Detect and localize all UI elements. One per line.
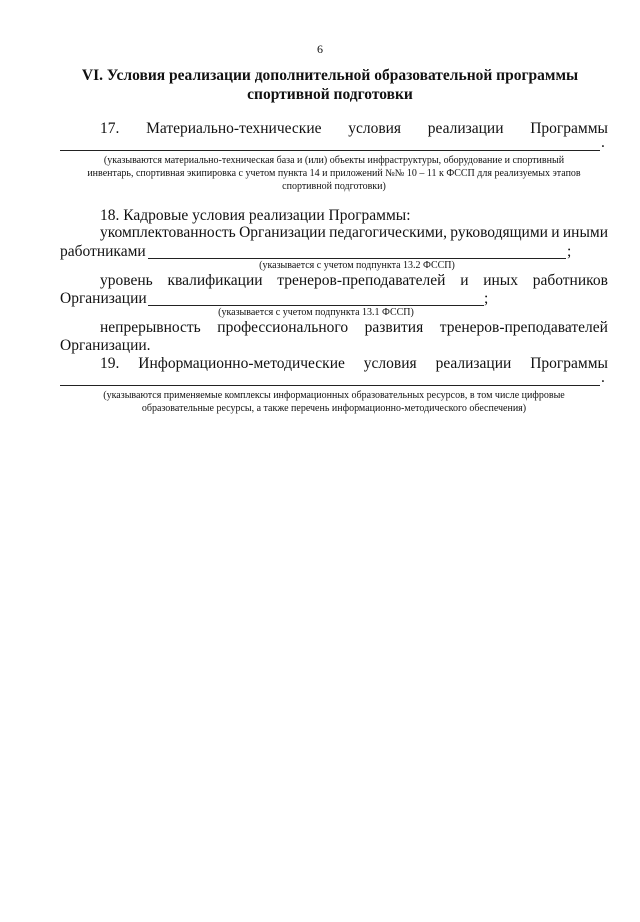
item17-word: реализации — [427, 120, 504, 137]
item18-qual-word: работников — [532, 272, 608, 289]
item17-word: Программы — [530, 120, 608, 137]
item19-note-line: образовательные ресурсы, а также перечень информационно-методического обеспечения) — [141, 403, 527, 414]
item17-word: Материально-технические — [146, 120, 322, 137]
item18-cont-word: непрерывность — [100, 319, 201, 336]
item18-heading: 18. Кадровые условия реализации Программы: — [100, 207, 411, 224]
section-title-line2: спортивной подготовки — [247, 86, 413, 103]
item18-qual-word: тренеров-преподавателей — [277, 272, 446, 289]
item17-fill-line — [60, 150, 600, 151]
item18-staffing-cont: работниками — [60, 243, 146, 260]
item18-qual-word: иных — [483, 272, 518, 289]
item19-word: Программы — [530, 355, 608, 372]
section-title — [40, 66, 620, 104]
item18-staffing-note: (указывается с учетом подпункта 13.2 ФССП) — [259, 260, 455, 271]
item18-staffing-word: Организации — [239, 224, 326, 241]
item18-qual-word: и — [460, 272, 469, 289]
item18-staffing-fill-line — [148, 258, 566, 259]
item17-note — [60, 154, 608, 193]
item18-qual-cont: Организации — [60, 290, 147, 307]
item19-heading — [60, 355, 608, 373]
item18-qual-note: (указывается с учетом подпункта 13.1 ФССП) — [218, 307, 414, 318]
item18-staffing-word: педагогическими, — [329, 224, 447, 241]
item17-heading — [60, 120, 608, 138]
item18-cont-end: Организации. — [60, 337, 151, 354]
item17-note-line: инвентарь, спортивная экипировка с учетом пункта 14 и приложений №№ 10 – 11 к ФССП для реализуемых этапов — [87, 168, 581, 179]
item18-cont-word: развития — [364, 319, 424, 336]
item17-word: 17. — [100, 120, 120, 137]
item18-continuity-line — [60, 319, 608, 337]
item19-note — [60, 389, 608, 415]
item18-qual-word: квалификации — [167, 272, 263, 289]
item18-qualification-line — [60, 272, 608, 290]
item18-staffing-word: руководящими — [450, 224, 548, 241]
item18-qual-word: уровень — [100, 272, 153, 289]
item18-qual-punct: ; — [484, 290, 489, 307]
item19-note-line: (указываются применяемые комплексы информационных образовательных ресурсов, в том числе цифровые — [103, 390, 565, 401]
item19-word: 19. — [100, 355, 120, 372]
item18-staffing-punct: ; — [567, 243, 572, 260]
section-title-line1: VI. Условия реализации дополнительной образовательной программы — [81, 67, 579, 84]
item17-note-line: спортивной подготовки) — [282, 181, 386, 192]
item18-qual-fill-line — [148, 305, 484, 306]
item18-staffing-line — [60, 224, 608, 242]
item18-staffing-word: укомплектованность — [100, 224, 236, 241]
item17-end-punct: . — [601, 134, 605, 151]
page-number: 6 — [317, 42, 323, 56]
item18-staffing-word: и — [551, 224, 560, 241]
item19-end-punct: . — [601, 369, 605, 386]
item19-word: Информационно-методические — [138, 355, 345, 372]
item17-word: условия — [348, 120, 402, 137]
item19-word: реализации — [435, 355, 512, 372]
item18-staffing-word: иными — [562, 224, 608, 241]
item18-cont-word: тренеров-преподавателей — [439, 319, 608, 336]
item19-fill-line — [60, 385, 600, 386]
item18-cont-word: профессионального — [217, 319, 349, 336]
item19-word: условия — [363, 355, 417, 372]
item17-note-line: (указываются материально-техническая база и (или) объекты инфраструктуры, оборудование и спортивный — [103, 155, 565, 166]
